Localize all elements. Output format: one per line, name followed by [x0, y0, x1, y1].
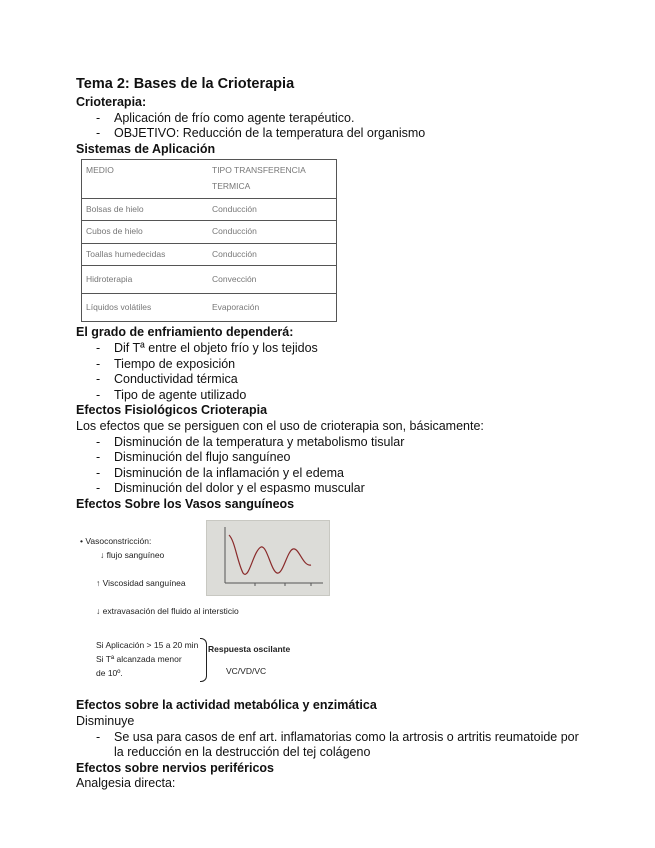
table-cell: Evaporación	[208, 294, 337, 322]
table-row	[82, 198, 337, 221]
table-cell: Líquidos volátiles	[82, 294, 209, 322]
table-header-cell: MEDIO	[82, 160, 209, 198]
oscillation-graph-photo	[206, 520, 330, 596]
list-item: - Disminución de la inflamación y el edema	[96, 466, 586, 482]
figure-text-vasoconstriccion: • Vasoconstricción:	[80, 536, 152, 547]
table-cell: Cubos de hielo	[82, 221, 209, 244]
sistemas-table	[81, 159, 337, 322]
grado-list	[76, 341, 586, 403]
figure-text-cond1: Si Aplicación > 15 a 20 min	[96, 640, 199, 651]
list-item: - Disminución del dolor y el espasmo muscular	[96, 481, 586, 497]
table-cell: Hidroterapia	[82, 266, 209, 294]
crioterapia-heading: Crioterapia:	[76, 95, 147, 109]
brace-icon	[200, 638, 207, 682]
list-item: - Disminución del flujo sanguíneo	[96, 450, 586, 466]
metabolica-heading: Efectos sobre la actividad metabólica y enzimática	[76, 698, 377, 713]
oscillation-graph	[207, 521, 329, 595]
table-row	[82, 294, 337, 322]
list-item: - OBJETIVO: Reducción de la temperatura del organismo	[96, 126, 586, 142]
list-item: - Disminución de la temperatura y metabolismo tisular	[96, 435, 586, 451]
list-item: - Tipo de agente utilizado	[96, 388, 586, 404]
figure-text-vcvdvc: VC/VD/VC	[226, 666, 267, 677]
vasos-heading: Efectos Sobre los Vasos sanguíneos	[76, 496, 295, 511]
figure-text-cond2: Si Tª alcanzada menor	[96, 654, 182, 665]
page-title: Tema 2: Bases de la Crioterapia	[76, 76, 295, 92]
table-cell: Bolsas de hielo	[82, 198, 209, 221]
metabolica-intro: Disminuye	[76, 714, 135, 729]
table-cell: Conducción	[208, 198, 337, 221]
list-item: - Dif Tª entre el objeto frío y los tejidos	[96, 341, 586, 357]
nervios-intro: Analgesia directa:	[76, 776, 176, 791]
table-row	[82, 221, 337, 244]
table-row	[82, 243, 337, 266]
vasoconstriccion-figure	[76, 516, 586, 694]
figure-text-viscosidad: ↑ Viscosidad sanguínea	[96, 578, 186, 589]
figure-text-respuesta: Respuesta oscilante	[208, 644, 291, 655]
metabolica-list	[76, 730, 586, 761]
graph-oscillation-curve	[229, 535, 311, 574]
figure-text-extravasacion: ↓ extravasación del fluido al intersticio	[96, 606, 239, 617]
table-cell: Conducción	[208, 221, 337, 244]
figure-text-flujo: ↓ flujo sanguíneo	[100, 550, 165, 561]
table-header-row	[82, 160, 337, 198]
grado-heading: El grado de enfriamiento dependerá:	[76, 325, 294, 340]
efectos-fisiologicos-list	[76, 435, 586, 497]
table-row	[82, 266, 337, 294]
table-header-cell: TIPO TRANSFERENCIA TERMICA	[208, 160, 337, 198]
list-item: - Conductividad térmica	[96, 372, 586, 388]
sistemas-heading: Sistemas de Aplicación	[76, 141, 216, 156]
list-item: - Tiempo de exposición	[96, 357, 586, 373]
efectos-fisiologicos-heading: Efectos Fisiológicos Crioterapia	[76, 403, 268, 418]
efectos-fisiologicos-intro: Los efectos que se persiguen con el uso de crioterapia son, básicamente:	[76, 418, 484, 433]
table-cell: Convección	[208, 266, 337, 294]
nervios-heading: Efectos sobre nervios periféricos	[76, 760, 274, 775]
figure-text-cond3: de 10º.	[96, 668, 123, 679]
table-cell: Conducción	[208, 243, 337, 266]
crioterapia-list	[76, 111, 586, 142]
document-page	[76, 76, 586, 792]
list-item: - Se usa para casos de enf art. inflamatorias como la artrosis o artritis reumatoide por la reducción en la destrucción del tej colágeno	[96, 730, 586, 761]
list-item: - Aplicación de frío como agente terapéutico.	[96, 111, 586, 127]
table-cell: Toallas humedecidas	[82, 243, 209, 266]
